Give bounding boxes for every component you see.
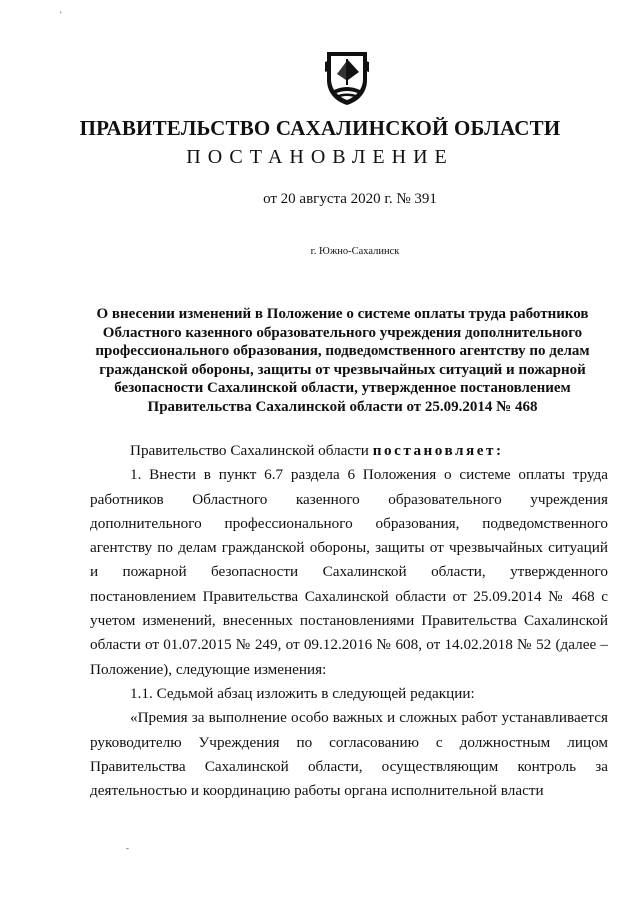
document-type: ПОСТАНОВЛЕНИЕ	[186, 146, 454, 168]
intro-prefix: Правительство Сахалинской области	[130, 442, 373, 459]
paragraph-item-1: 1. Внести в пункт 6.7 раздела 6 Положения о системе оплаты труда работников Областного казенного образовательного учреждения дополнительного профессионального образования, подведомственного агентству по делам гражданской обороны, защиты от чрезвычайных ситуаций и пожарной безопасности Сахалинской области, утвержденного постановлением Правительства Сахалинской области от 25.09.2014 № 468 с учетом изменений, внесенных постановлениями Правительства Сахалинской области от 01.07.2015 № 249, от 09.12.2016 № 608, от 14.02.2018 № 52 (далее – Положение), следующие изменения:	[90, 466, 608, 678]
document-title: О внесении изменений в Положение о системе оплаты труда работников Областного казенного образовательного учреждения дополнительного профессионального образования, подведомственного агентству по делам гражданской обороны, защиты от чрезвычайных ситуаций и пожарной безопасности Сахалинской области, утвержденное постановлением Правительства Сахалинской области от 25.09.2014 № 468	[95, 306, 590, 415]
quoted-paragraph: «Премия за выполнение особо важных и сложных работ устанавливается руководителю Учреждения по согласованию с должностным лицом Правительства Сахалинской области, осуществляющим контроль за деятельностью и координацию работы органа исполнительной власти	[90, 709, 608, 800]
organization-name: ПРАВИТЕЛЬСТВО САХАЛИНСКОЙ ОБЛАСТИ	[79, 116, 561, 140]
scan-mark: -	[126, 843, 129, 853]
intro-verb: постановляет:	[372, 442, 504, 459]
city-name: г. Южно-Сахалинск	[310, 246, 400, 257]
coat-of-arms-icon	[325, 50, 369, 106]
intro-paragraph	[90, 439, 608, 463]
scan-mark: '	[60, 10, 62, 20]
document-body	[90, 439, 608, 803]
date-and-number: от 20 августа 2020 г. № 391	[263, 191, 437, 207]
paragraph-item-1-1: 1.1. Седьмой абзац изложить в следующей редакции:	[130, 684, 475, 702]
